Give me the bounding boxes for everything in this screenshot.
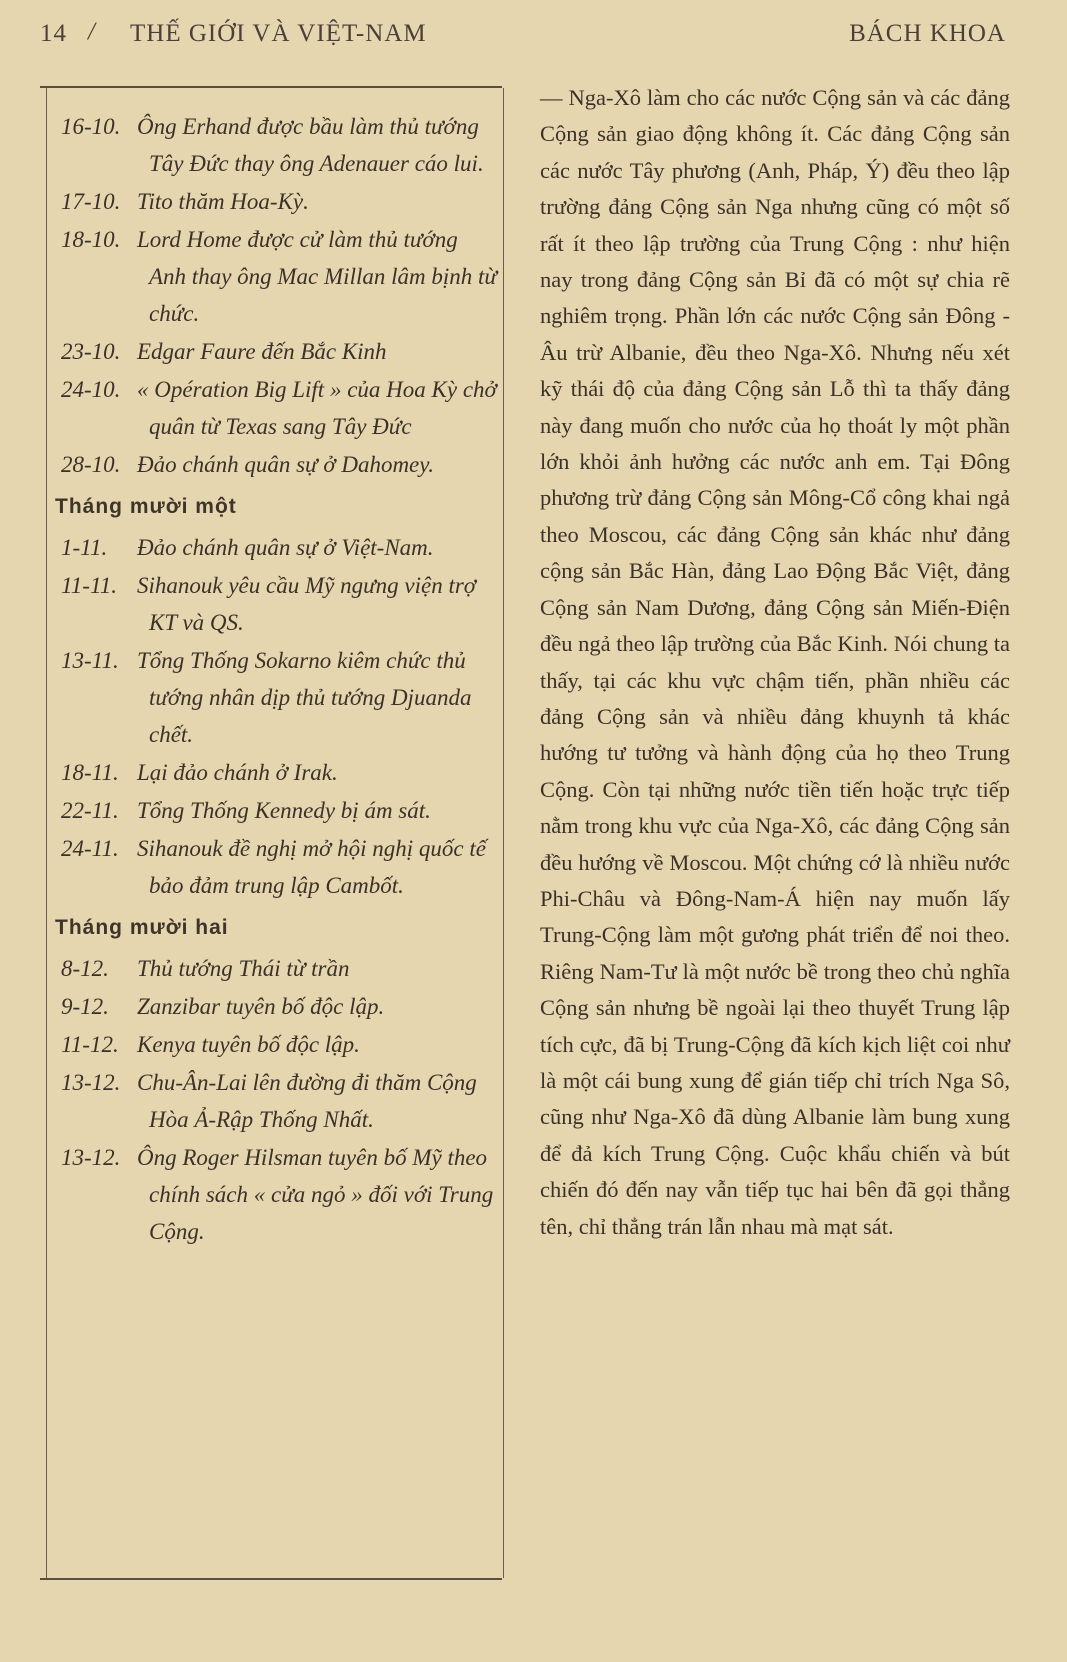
chronology-entry	[61, 830, 497, 904]
entry-date: 17-10.	[61, 189, 121, 214]
chronology-bottom-rule	[40, 1578, 502, 1580]
entry-date: 16-10.	[61, 114, 121, 139]
november-entries	[61, 529, 497, 904]
november-heading: Tháng mười một	[55, 495, 237, 518]
entry-date: 11-11.	[61, 573, 117, 598]
entry-text: Sihanouk yêu cầu Mỹ ngưng viện trợ KT và QS.	[137, 573, 477, 635]
entry-date: 18-10.	[61, 227, 121, 252]
entry-text: Đảo chánh quân sự ở Dahomey.	[137, 452, 434, 477]
chronology-entry	[61, 221, 497, 332]
entry-date: 24-10.	[61, 377, 121, 402]
entry-date: 13-12.	[61, 1070, 121, 1095]
chronology-entry	[61, 529, 497, 566]
chronology-entry	[61, 1064, 497, 1138]
entry-text: Tito thăm Hoa-Kỳ.	[137, 189, 309, 214]
chronology-entry	[61, 183, 497, 220]
chronology-box	[46, 88, 504, 1578]
article-column	[540, 80, 1010, 1245]
chronology-list	[55, 108, 497, 1251]
chronology-entry	[61, 1139, 497, 1250]
october-entries	[61, 108, 497, 483]
chronology-entry	[61, 754, 497, 791]
entry-date: 1-11.	[61, 535, 108, 560]
entry-text: Sihanouk đề nghị mở hội nghị quốc tế bảo đảm trung lập Cambốt.	[137, 836, 486, 898]
entry-text: Edgar Faure đến Bắc Kinh	[137, 339, 387, 364]
entry-date: 22-11.	[61, 798, 119, 823]
header-separator: /	[88, 18, 96, 45]
magazine-title: BÁCH KHOA	[849, 20, 1006, 47]
entry-date: 28-10.	[61, 452, 121, 477]
entry-text: Ông Erhand được bầu làm thủ tướng Tây Đức thay ông Adenauer cáo lui.	[137, 114, 484, 176]
entry-text: Kenya tuyên bố độc lập.	[137, 1032, 360, 1057]
entry-date: 13-12.	[61, 1145, 121, 1170]
chronology-entry	[61, 988, 497, 1025]
running-header	[40, 14, 1006, 54]
entry-text: Tổng Thống Kennedy bị ám sát.	[137, 798, 431, 823]
chronology-entry	[61, 446, 497, 483]
entry-text: Zanzibar tuyên bố độc lập.	[137, 994, 385, 1019]
entry-date: 13-11.	[61, 648, 119, 673]
article-paragraph: — Nga-Xô làm cho các nước Cộng sản và các đảng Cộng sản giao động không ít. Các đảng Cộng sản các nước Tây phương (Anh, Pháp, Ý) đều theo lập trường đảng Cộng sản Nga nhưng cũng có một số rất ít theo lập trường của Trung Cộng : như hiện nay trong đảng Cộng sản Bỉ đã có một sự chia rẽ nghiêm trọng. Phần lớn các nước Cộng sản Đông - Âu trừ Albanie, đều theo Nga-Xô. Nhưng nếu xét kỹ thái độ của đảng Cộng sản Lỗ thì ta thấy đảng này đang muốn cho nước của họ thoát ly một phần lớn khỏi ảnh hưởng các nước anh em. Tại Đông phương trừ đảng Cộng sản Mông-Cổ công khai ngả theo Moscou, các đảng Cộng sản khác như đảng cộng sản Bắc Hàn, đảng Lao Động Bắc Việt, đảng Cộng sản Nam Dương, đảng Cộng sản Miến-Điện đều ngả theo lập trường của Bắc Kinh. Nói chung ta thấy, tại các khu vực chậm tiến, phần nhiều các đảng Cộng sản và nhiều đảng khuynh tả khác hướng tư tưởng và hành động của họ theo Trung Cộng. Còn tại những nước tiền tiến hoặc trực tiếp nằm trong khu vực của Nga-Xô, các đảng Cộng sản đều hướng về Moscou. Một chứng cớ là nhiều nước Phi-Châu và Đông-Nam-Á hiện nay muốn lấy Trung-Cộng làm một gương phát triển để noi theo. Riêng Nam-Tư là một nước bề trong theo chủ nghĩa Cộng sản nhưng bề ngoài lại theo thuyết Trung lập tích cực, đã bị Trung-Cộng đã kích kịch liệt coi như là một cái bung xung để gián tiếp chỉ trích Nga Sô, cũng như Nga-Xô đã dùng Albanie làm bung xung để đả kích Trung Cộng. Cuộc khẩu chiến và bút chiến đó đến nay vẫn tiếp tục hai bên đã gọi thẳng tên, chỉ thẳng trán lẫn nhau mà mạt sát.	[540, 85, 1010, 1239]
chronology-entry	[61, 1026, 497, 1063]
chronology-entry	[61, 371, 497, 445]
chronology-entry	[61, 642, 497, 753]
entry-date: 18-11.	[61, 760, 119, 785]
chronology-entry	[61, 333, 497, 370]
entry-date: 8-12.	[61, 956, 109, 981]
entry-text: Tổng Thống Sokarno kiêm chức thủ tướng nhân dịp thủ tướng Djuanda chết.	[137, 648, 472, 747]
entry-text: Đảo chánh quân sự ở Việt-Nam.	[137, 535, 434, 560]
entry-text: Ông Roger Hilsman tuyên bố Mỹ theo chính sách « cửa ngỏ » đối với Trung Cộng.	[137, 1145, 494, 1244]
chronology-entry	[61, 792, 497, 829]
entry-text: Lại đảo chánh ở Irak.	[137, 760, 338, 785]
entry-date: 9-12.	[61, 994, 109, 1019]
entry-text: « Opération Big Lift » của Hoa Kỳ chở quân từ Texas sang Tây Đức	[137, 377, 497, 439]
entry-date: 24-11.	[61, 836, 119, 861]
page-number: 14	[40, 20, 67, 47]
entry-text: Chu-Ân-Lai lên đường đi thăm Cộng Hòa Ả-Rập Thống Nhất.	[137, 1070, 477, 1132]
entry-date: 23-10.	[61, 339, 121, 364]
entry-date: 11-12.	[61, 1032, 119, 1057]
chronology-entry	[61, 950, 497, 987]
entry-text: Lord Home được cử làm thủ tướng Anh thay ông Mac Millan lâm bịnh từ chức.	[137, 227, 497, 326]
december-entries	[61, 950, 497, 1250]
entry-text: Thủ tướng Thái từ trần	[137, 956, 350, 981]
chronology-entry	[61, 567, 497, 641]
section-title: THẾ GIỚI VÀ VIỆT-NAM	[130, 20, 427, 47]
december-heading: Tháng mười hai	[55, 916, 229, 939]
chronology-entry	[61, 108, 497, 182]
